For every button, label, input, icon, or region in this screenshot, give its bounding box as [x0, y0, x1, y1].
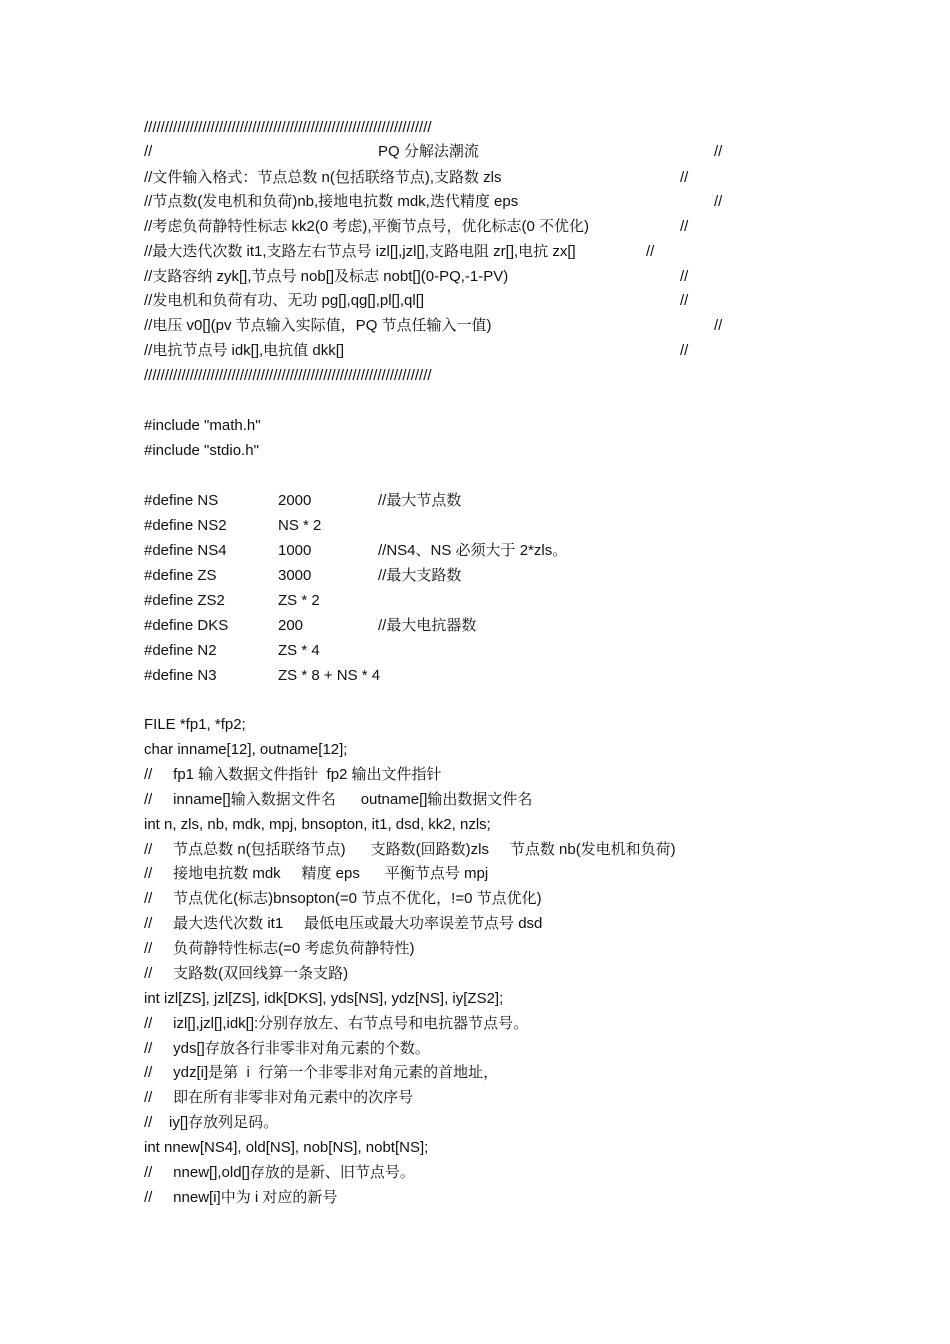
- define-line: #define ZS 3000 //最大支路数: [144, 567, 462, 584]
- comment-line: // nnew[],old[]存放的是新、旧节点号。: [144, 1164, 415, 1181]
- comment-line: // 节点优化(标志)bnsopton(=0 节点不优化，!=0 节点优化): [144, 890, 542, 907]
- header-title: PQ 分解法潮流: [378, 143, 479, 160]
- comment-line: // 负荷静特性标志(=0 考虑负荷静特性): [144, 940, 415, 957]
- define-line: #define N3 ZS * 8 + NS * 4: [144, 667, 381, 684]
- define-line: #define N2 ZS * 4: [144, 642, 320, 659]
- code-line: char inname[12], outname[12];: [144, 741, 348, 758]
- header-line-6: //最大迭代次数 it1,支路左右节点号 izl[],jzl[],支路电阻 zr[],电抗 zx[] //: [144, 243, 655, 260]
- define-line: #define NS2 NS * 2: [144, 517, 322, 534]
- comment-line: // fp1 输入数据文件指针 fp2 输出文件指针: [144, 766, 442, 783]
- code-line: FILE *fp1, *fp2;: [144, 716, 246, 733]
- define-line: #define NS 2000 //最大节点数: [144, 492, 462, 509]
- comment-line: // 支路数(双回线算一条支路): [144, 965, 349, 982]
- comment-line: // 即在所有非零非对角元素中的次序号: [144, 1089, 414, 1106]
- code-line: int izl[ZS], jzl[ZS], idk[DKS], yds[NS], ydz[NS], iy[ZS2];: [144, 990, 504, 1007]
- define-line: #define NS4 1000 //NS4、NS 必须大于 2*zls。: [144, 542, 568, 559]
- comment-line: // 接地电抗数 mdk 精度 eps 平衡节点号 mpj: [144, 865, 489, 882]
- comment-line: // 最大迭代次数 it1 最低电压或最大功率误差节点号 dsd: [144, 915, 543, 932]
- header-title-line: // PQ 分解法潮流 //: [144, 140, 784, 164]
- code-line: int n, zls, nb, mdk, mpj, bnsopton, it1, dsd, kk2, nzls;: [144, 816, 491, 833]
- header-line-5: //考虑负荷静特性标志 kk2(0 考虑),平衡节点号，优化标志(0 不优化) //: [144, 218, 689, 235]
- define-line: #define ZS2 ZS * 2: [144, 592, 320, 609]
- comment-line: // inname[]输入数据文件名 outname[]输出数据文件名: [144, 791, 533, 808]
- header-line-8: //发电机和负荷有功、无功 pg[],qg[],pl[],ql[] //: [144, 292, 689, 309]
- comment-line: // ydz[i]是第 i 行第一个非零非对角元素的首地址，: [144, 1064, 499, 1081]
- document-page: ///////////////////////////////////////////////////////////////////// // PQ 分解法潮流 // //文件输入格式：节点总数 n(包括联络节点),支路数 zls // //节点数(发电机和负荷)nb,接地电抗数 mdk,迭代精度 eps // //考虑负荷静特性标志 kk2(0 考虑),平衡节点号，优化标志(0 不优化) // //最大迭代次数 it1,支路左右节点号 izl[],jzl[],支路电阻 zr[],电抗 zx[] // //支路容纳 zyk[],节点号 nob[]及标志 nobt[](0-PQ,-1-PV) // //发电机和负荷有功、无功 pg[],qg[],pl[],ql[] // //电压 v0[](pv 节点输入实际值，PQ 节点任输入一值) // //电抗节点号 idk[],电抗值 dkk[] // ///////////////////////////////////////////////////////////////////// #include "math.h" #include "stdio.h" #define NS 2000 //最大节点数 #define NS2 NS * 2 #define NS4 1000 //NS4、NS 必须大于 2*zls。 #define ZS 3000 //最大支路数 #define ZS2 ZS * 2 #define DKS 200 //最大电抗器数 #define N2 ZS * 4 #define N3 ZS * 8 + NS * 4 FILE *fp1, *fp2; char inname[12], outname[12]; // fp1 输入数据文件指针 fp2 输出文件指针 // inname[]输入数据文件名 outname[]输出数据文件名 int n, zls, nb, mdk, mpj, bnsopton, it1, dsd, kk2, nzls; // 节点总数 n(包括联络节点) 支路数(回路数)zls 节点数 nb(发电机和负荷) // 接地电抗数 mdk 精度 eps 平衡节点号 mpj // 节点优化(标志)bnsopton(=0 节点不优化，!=0 节点优化) // 最大迭代次数 it1 最低电压或最大功率误差节点号 dsd // 负荷静特性标志(=0 考虑负荷静特性) // 支路数(双回线算一条支路) int izl[ZS], jzl[ZS], idk[DKS], yds[NS], ydz[NS], iy[ZS2]; // izl[],jzl[],idk[]:分别存放左、右节点号和电抗器节点号。 // yds[]存放各行非零非对角元素的个数。 // ydz[i]是第 i 行第一个非零非对角元素的首地址， // 即在所有非零非对角元素中的次序号 // iy[]存放列足码。 int nnew[NS4], old[NS], nob[NS], nobt[NS]; // nnew[],old[]存放的是新、旧节点号。 // nnew[i]中为 i 对应的新号: [0, 0, 950, 1344]
- comment-line: // izl[],jzl[],idk[]:分别存放左、右节点号和电抗器节点号。: [144, 1015, 529, 1032]
- header-line-10: //电抗节点号 idk[],电抗值 dkk[] //: [144, 342, 689, 359]
- header-line-9: //电压 v0[](pv 节点输入实际值，PQ 节点任输入一值) //: [144, 317, 723, 334]
- comment-line: // nnew[i]中为 i 对应的新号: [144, 1189, 338, 1206]
- include-line: #include "math.h": [144, 417, 261, 434]
- comment-line: // 节点总数 n(包括联络节点) 支路数(回路数)zls 节点数 nb(发电机和负荷): [144, 841, 676, 858]
- comment-line: // yds[]存放各行非零非对角元素的个数。: [144, 1040, 430, 1057]
- header-line-4: //节点数(发电机和负荷)nb,接地电抗数 mdk,迭代精度 eps //: [144, 193, 723, 210]
- header-line-7: //支路容纳 zyk[],节点号 nob[]及标志 nobt[](0-PQ,-1-PV) //: [144, 268, 689, 285]
- header-line-3: //文件输入格式：节点总数 n(包括联络节点),支路数 zls //: [144, 169, 689, 186]
- comment-line: // iy[]存放列足码。: [144, 1114, 279, 1131]
- define-line: #define DKS 200 //最大电抗器数: [144, 617, 477, 634]
- code-line: int nnew[NS4], old[NS], nob[NS], nobt[NS];: [144, 1139, 429, 1156]
- include-line: #include "stdio.h": [144, 442, 259, 459]
